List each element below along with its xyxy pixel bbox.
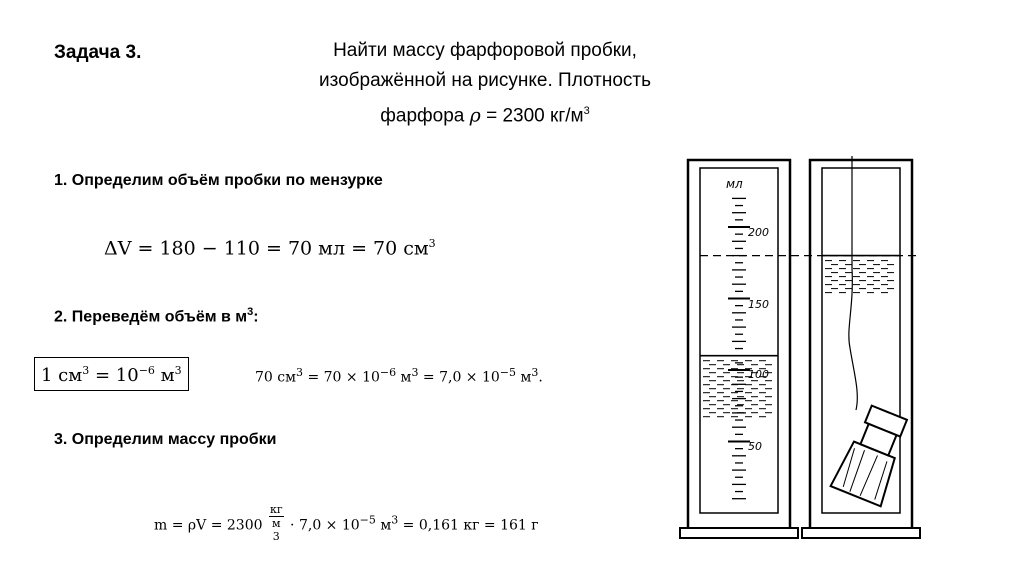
scale-label-100: 100 [748,368,769,381]
left-cylinder-outer [688,160,790,530]
mass-b-exp: −5 [359,513,376,527]
vol-b-exp: −6 [379,366,397,379]
step-3-heading: 3. Определим массу пробки [54,431,277,448]
mass-d: = 0,161 кг = 161 г [398,517,539,534]
unit-label: мл [726,177,743,191]
vol-b: = 70 × 10 [303,369,380,386]
box-exp-c: 3 [174,364,182,377]
title-line-3 [250,96,720,131]
problem-statement [250,36,720,131]
step-1-heading: 1. Определим объём пробки по мензурке [54,172,383,189]
left-water [700,356,778,417]
right-water [822,256,900,293]
task-label: Задача 3. [54,42,142,63]
formula-dv-exp: 3 [428,237,436,250]
density-exponent: 3 [583,105,590,117]
box-part-c: м [154,365,175,386]
fraction-den-text: м [272,517,281,530]
unit-fraction [269,503,284,548]
density-value: = 2300 кг/м [480,105,584,127]
fraction-denominator [269,517,284,548]
fraction-den-exp: 3 [272,530,280,543]
volume-difference-formula [104,237,436,259]
scale-label-150: 150 [748,298,769,311]
graduated-cylinders-figure [660,148,930,550]
conversion-factor-box [34,357,189,391]
step-2-colon: : [253,308,259,326]
scale-label-50: 50 [748,440,762,453]
scale-label-200: 200 [748,226,769,239]
left-scale [728,198,750,498]
box-exp-a: 3 [82,364,90,377]
vol-e: м [516,369,532,386]
vol-a-exp: 3 [296,366,303,379]
step-2-heading [54,306,259,326]
left-cylinder-base [680,528,798,538]
scale-labels [748,226,769,453]
box-part-a: 1 см [41,365,83,386]
mass-c: м [375,517,392,534]
thread [849,156,857,410]
mass-a: m = ρV = 2300 [154,517,267,534]
rho-symbol: ρ [469,104,481,127]
right-cylinder-base [802,528,920,538]
vol-d: = 7,0 × 10 [418,369,500,386]
vol-c-exp: 3 [411,366,419,379]
box-exp-b: −6 [138,364,155,377]
box-part-b: = 10 [89,365,139,386]
mass-c-exp: 3 [391,513,399,527]
vol-e-exp: 3 [531,366,539,379]
mass-b: · 7,0 × 10 [285,517,360,534]
mass-formula [154,503,539,548]
vol-a: 70 см [255,369,296,386]
formula-dv-text: ΔV = 180 − 110 = 70 мл = 70 см [104,237,429,260]
step-2-text: 2. Переведём объём в м [54,308,248,326]
title-line-2: изображённой на рисунке. Плотность [318,70,652,91]
fraction-numerator: кг [269,503,283,516]
porcelain-stopper [831,403,915,507]
title-line-1: Найти массу фарфоровой пробки, [333,40,637,61]
vol-d-exp: −5 [499,366,517,379]
step-2-exp: 3 [247,306,254,318]
title-line-3-prefix: фарфора [380,105,470,127]
vol-c: м [396,369,412,386]
volume-conversion-formula [255,366,543,386]
vol-f: . [538,369,543,386]
